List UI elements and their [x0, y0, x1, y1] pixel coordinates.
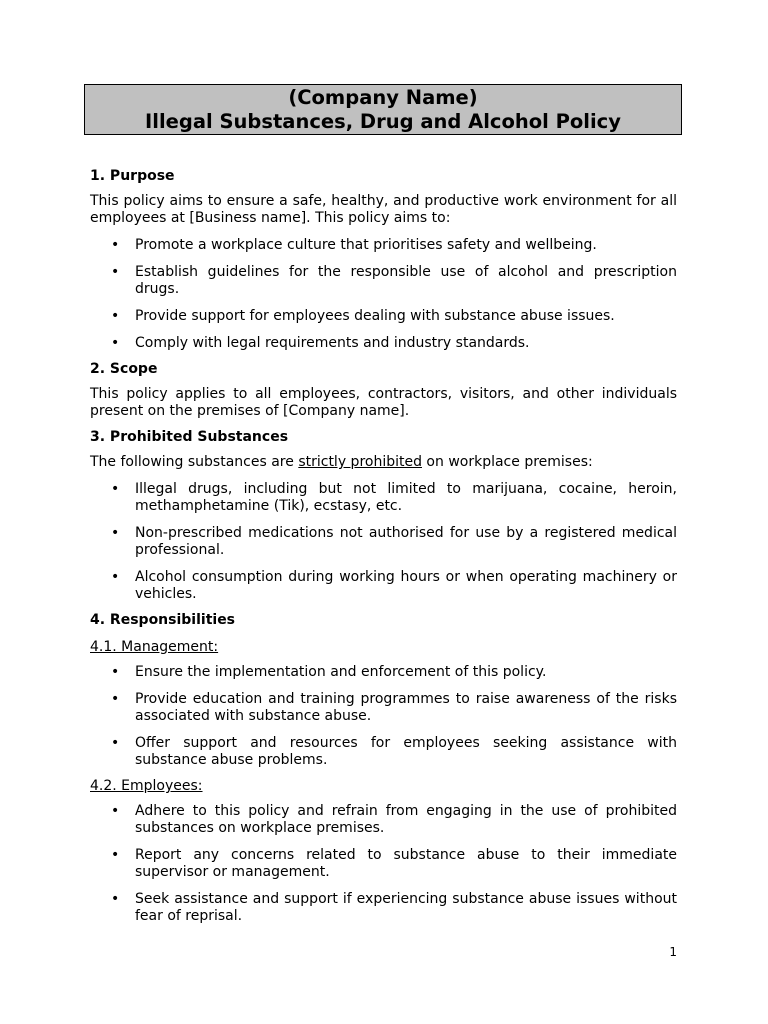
bullet-icon: •	[111, 847, 120, 863]
bullet-icon: •	[111, 891, 120, 907]
emphasis-strictly-prohibited: strictly prohibited	[298, 454, 422, 470]
bullet-icon: •	[111, 335, 120, 351]
page-number: 1	[669, 945, 677, 959]
section-heading-scope: 2. Scope	[90, 361, 158, 377]
scope-text: This policy applies to all employees, contractors, visitors, and other individuals present on the premises of [Company name].	[90, 386, 677, 419]
bullet-icon: •	[111, 803, 120, 819]
list-item: • Seek assistance and support if experiencing substance abuse issues without fear of reprisal.	[111, 891, 677, 924]
bullet-icon: •	[111, 264, 120, 280]
section-heading-responsibilities: 4. Responsibilities	[90, 612, 236, 628]
bullet-icon: •	[111, 691, 120, 707]
purpose-intro: This policy aims to ensure a safe, healthy, and productive work environment for all employees at [Business name]. This policy aims to:	[90, 193, 677, 226]
subsection-heading-management: 4.1. Management:	[90, 639, 219, 655]
bullet-icon: •	[111, 525, 120, 541]
purpose-list	[90, 237, 677, 352]
bullet-icon: •	[111, 664, 120, 680]
list-item: • Provide support for employees dealing with substance abuse issues.	[111, 308, 615, 324]
list-item: • Report any concerns related to substance abuse to their immediate supervisor or management.	[111, 847, 677, 880]
list-item: • Illegal drugs, including but not limited to marijuana, cocaine, heroin, methamphetamine (Tik), ecstasy, etc.	[111, 481, 677, 514]
list-item: • Adhere to this policy and refrain from engaging in the use of prohibited substances on workplace premises.	[111, 803, 677, 836]
list-item: • Offer support and resources for employees seeking assistance with substance abuse problems.	[111, 735, 677, 768]
policy-title: Illegal Substances, Drug and Alcohol Policy	[145, 110, 621, 133]
list-item: • Non-prescribed medications not authorised for use by a registered medical professional.	[111, 525, 677, 558]
bullet-icon: •	[111, 569, 120, 585]
section-heading-purpose: 1. Purpose	[90, 168, 175, 184]
management-list	[90, 664, 677, 769]
list-item: • Provide education and training programmes to raise awareness of the risks associated with substance abuse.	[111, 691, 677, 724]
bullet-icon: •	[111, 308, 120, 324]
list-item: • Alcohol consumption during working hours or when operating machinery or vehicles.	[111, 569, 677, 602]
bullet-icon: •	[111, 735, 120, 751]
list-item: • Promote a workplace culture that prioritises safety and wellbeing.	[111, 237, 597, 253]
bullet-icon: •	[111, 237, 120, 253]
list-item: • Ensure the implementation and enforcement of this policy.	[111, 664, 547, 680]
list-item: • Comply with legal requirements and industry standards.	[111, 335, 530, 351]
bullet-icon: •	[111, 481, 120, 497]
company-name: (Company Name)	[288, 86, 478, 109]
prohibited-intro: The following substances are strictly prohibited on workplace premises:	[90, 454, 593, 470]
document-body	[90, 166, 677, 925]
list-item: • Establish guidelines for the responsible use of alcohol and prescription drugs.	[111, 264, 677, 297]
section-heading-prohibited: 3. Prohibited Substances	[90, 429, 289, 445]
prohibited-list	[90, 481, 677, 603]
employees-list	[90, 803, 677, 925]
subsection-heading-employees: 4.2. Employees:	[90, 778, 203, 794]
title-box	[84, 84, 682, 135]
